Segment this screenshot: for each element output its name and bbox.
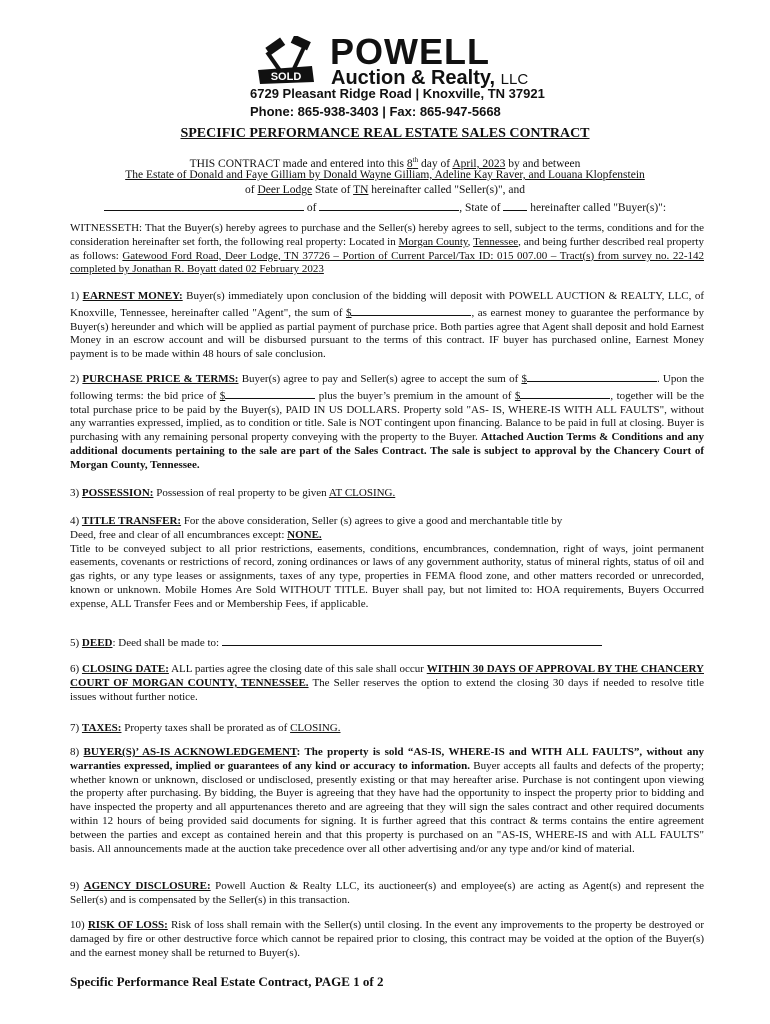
logo-llc: LLC bbox=[500, 71, 529, 88]
buyer-premium-field[interactable] bbox=[520, 387, 610, 399]
section-heading: BUYER(S)’ AS-IS ACKNOWLEDGEMENT bbox=[83, 746, 297, 758]
earnest-money-field[interactable] bbox=[351, 304, 471, 316]
section-as-is-acknowledgement: 8) BUYER(S)’ AS-IS ACKNOWLEDGEMENT: The property is sold “AS-IS, WHERE-IS and WITH ALL FAULTS”, without any warranties expressed, implied or guarantees of any kind or accuracy to information. Buyer accepts all faults and defects of the property; whether known or unknown, disclosed or undisclosed, presently existing or that may hereafter arise. Purchase is not contingent upon viewing the property after purchasing. By bidding, the Buyer is agreeing that they have had the opportunity to inspect the property prior to bidding and have inspected the property and all appurtenances thereto and are agreeing that they will sign the sales contract and other required documents within 12 hours of being provided said documents for signing. It is further agreed that this contract & terms contains the entire agreement between the parties and except as contained herein and that this property is purchased on an "AS-IS, WHERE-IS and with ALL FAULTS" basis. All announcements made at the auction take precedence over all other advertising and/or any type and/or kind of material. bbox=[70, 746, 705, 855]
company-address: 6729 Pleasant Ridge Road | Knoxville, TN 37921 bbox=[250, 86, 545, 101]
company-phone: Phone: 865-938-3403 | Fax: 865-947-5668 bbox=[250, 104, 501, 119]
logo-name: POWELL bbox=[330, 31, 490, 72]
buyer-name-field[interactable] bbox=[104, 199, 304, 211]
deed-grantee-field[interactable] bbox=[222, 634, 602, 646]
section-deed: 5) DEED: Deed shall be made to: bbox=[70, 634, 704, 651]
section-closing-date: 6) CLOSING DATE: ALL parties agree the closing date of this sale shall occur WITHIN 30 DAYS OF APPROVAL BY THE CHANCERY COURT OF MORGAN COUNTY, TENNESSEE. The Seller reserves the option to extend the closing 30 days if needed to resolve title issues without further notice. bbox=[70, 663, 704, 703]
section-possession: 3) POSSESSION: Possession of real property to be given AT CLOSING. bbox=[70, 487, 396, 499]
logo-subtitle-text: Auction & Realty, bbox=[331, 67, 496, 89]
document-title: SPECIFIC PERFORMANCE REAL ESTATE SALES CONTRACT bbox=[180, 126, 590, 141]
section-risk-of-loss: 10) RISK OF LOSS: Risk of loss shall remain with the Seller(s) until closing. In the event any improvements to the property be destroyed or damaged by fire or other destructive force which cannot be repaired prior to closing, this contract may be voided at the option of the Buyer(s) and the earnest money shall be returned to Buyer(s). bbox=[70, 919, 705, 959]
intro-line-3: of Deer Lodge State of TN hereinafter called "Seller(s)", and bbox=[245, 184, 525, 196]
section-heading: RISK OF LOSS: bbox=[87, 919, 168, 931]
contract-month-year: April, 2023 bbox=[452, 157, 506, 170]
seller-state: TN bbox=[353, 184, 369, 196]
section-taxes: 7) TAXES: Property taxes shall be prorated as of CLOSING. bbox=[70, 722, 341, 734]
seller-names: The Estate of Donald and Faye Gilliam by Donald Wayne Gilliam, Adeline Kay Raver, and Louana Klopfenstein bbox=[125, 169, 645, 181]
section-heading: DEED bbox=[81, 637, 113, 649]
buyer-state-field[interactable] bbox=[503, 199, 527, 211]
contract-day: 8th bbox=[406, 156, 419, 170]
purchase-sum-field[interactable] bbox=[527, 370, 657, 382]
section-earnest-money: 1) EARNEST MONEY: Buyer(s) immediately upon conclusion of the bidding will deposit with POWELL AUCTION & REALTY, LLC, of Knoxville, Tennessee, hereinafter called "Agent", the sum of $ , as earnest money to guarantee the performance by Buyer(s) hereunder and which will be applied as partial payment of purchase price. Both parties agree that Agent shall deposit and hold Earnest Money in an escrow account and will be disbursed pursuant to the terms of this contract. IF buyer has purchased online, Earnest Money payment is to be made within 48 hours of sale conclusion. bbox=[70, 290, 704, 361]
intro-buyer-line: of , State of hereinafter called "Buyer(s)": bbox=[0, 199, 770, 216]
witnesseth-paragraph: WITNESSETH: That the Buyer(s) hereby agrees to purchase and the Seller(s) hereby agrees to sell, subject to the terms, conditions and for the consideration hereinafter set forth, the following real property: Located in Morgan County, Tennessee, and being further described real property as follows: Gatewood Ford Road, Deer Lodge, TN 37726 – Portion of Current Parcel/Tax ID: 015 007.00 – Tract(s) from survey no. 22-142 completed by Jonathan R. Boyatt dated 02 February 2023 bbox=[70, 222, 704, 276]
section-heading: AGENCY DISCLOSURE: bbox=[83, 880, 211, 892]
section-purchase-price: 2) PURCHASE PRICE & TERMS: Buyer(s) agree to pay and Seller(s) agree to accept the sum of $ . Upon the following terms: the bid price of $ plus the buyer’s premium in the amount of $ , together will be the total purchase price to be paid by the Buyer(s), PAID IN US DOLLARS. Property sold "AS- IS, WHERE-IS WITH ALL FAULTS", without any warranties expressed, implied, as to condition or title. Sale is NOT contingent upon financing. Balance to be paid in full at closing. Buyer is purchasing with any remaining personal property conveying with the property to the Buyer. Attached Auction Terms & Conditions and any additional documents pertaining to the sale are part of the Sales Contract. The sale is subject to approval by the Chancery Court of Morgan County, Tennessee. bbox=[70, 370, 704, 473]
section-heading: PURCHASE PRICE & TERMS: bbox=[82, 373, 239, 385]
intro-line-1: THIS CONTRACT made and entered into this 8th day of April, 2023 by and between bbox=[189, 156, 581, 170]
bid-price-field[interactable] bbox=[225, 387, 315, 399]
section-title-transfer: 4) TITLE TRANSFER: For the above consideration, Seller (s) agrees to give a good and merchantable title by Deed, free and clear of all encumbrances except: NONE. Title to be conveyed subject to all prior restrictions, easements, conditions, encumbrances, condemnation, right of ways, joint permanent easements, covenants or restrictions of record, zoning ordinances or laws of any government authority, status of mineral rights, status of oil and gas rights, or any type leases or assignments, taxes of any type, properties in FEMA flood zone, and other matters recorded or unrecorded, known or unknown. Mobile Homes Are Sold WITHOUT TITLE. Buyer shall pay, but not limited to: HOA requirements, Buyers Occurred expense, ALL Transfer Fees and or Membership Fees, if applicable. bbox=[70, 515, 704, 610]
intro-sellers bbox=[0, 168, 770, 183]
seller-county: Deer Lodge bbox=[257, 184, 313, 196]
section-heading: TAXES: bbox=[81, 722, 122, 734]
page-footer: Specific Performance Real Estate Contract, PAGE 1 of 2 bbox=[70, 974, 384, 989]
sold-badge-text: SOLD bbox=[270, 71, 302, 83]
section-heading: TITLE TRANSFER: bbox=[81, 515, 182, 527]
section-heading: CLOSING DATE: bbox=[81, 663, 169, 675]
section-heading: POSSESSION: bbox=[81, 487, 154, 499]
section-heading: EARNEST MONEY: bbox=[82, 290, 183, 302]
property-description: Gatewood Ford Road, Deer Lodge, TN 37726 – Portion of Current Parcel/Tax ID: 015 007.00 – Tract(s) from survey no. 22-142 completed by Jonathan R. Boyatt dated 02 February 2023 bbox=[70, 249, 704, 276]
gavel-logo-icon bbox=[252, 36, 330, 86]
buyer-county-field[interactable] bbox=[319, 199, 459, 211]
section-agency-disclosure: 9) AGENCY DISCLOSURE: Powell Auction & Realty LLC, its auctioneer(s) and employee(s) are acting as Agent(s) and represent the Seller(s) and is compensated by the Seller(s) in this transaction. bbox=[70, 880, 704, 906]
